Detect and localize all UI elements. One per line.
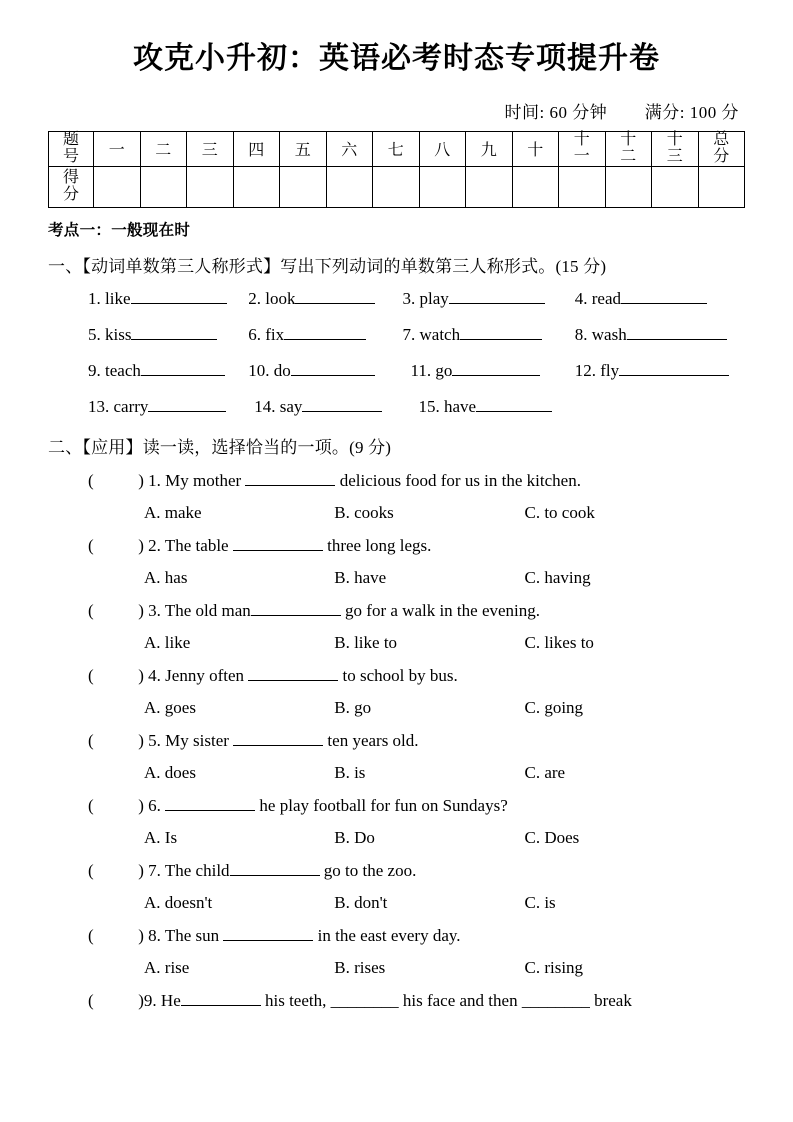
option-line (88, 893, 745, 913)
score-col-12 (605, 131, 652, 166)
option-b[interactable]: B. go (334, 697, 372, 717)
option-line (88, 958, 745, 978)
option-a[interactable]: A. doesn't (144, 892, 213, 912)
score-col-9: 九 (466, 131, 513, 166)
answer-paren[interactable]: ( (88, 860, 94, 880)
answer-blank[interactable] (181, 991, 261, 1006)
label-char-1: 题 (62, 130, 79, 148)
verb-number: 3. (402, 288, 416, 308)
question-line (88, 471, 745, 491)
answer-blank[interactable] (619, 361, 729, 376)
question-text-pre: The table (164, 535, 229, 555)
question-line (88, 536, 745, 556)
verb-word: fix (265, 324, 285, 344)
score-col-6: 六 (326, 131, 373, 166)
option-line (88, 568, 745, 588)
score-col-8: 八 (419, 131, 466, 166)
option-a[interactable]: A. like (144, 632, 191, 652)
option-line (88, 828, 745, 848)
score-col-2: 二 (140, 131, 187, 166)
score-col-4: 四 (233, 131, 280, 166)
option-a[interactable]: A. does (144, 762, 196, 782)
verb-item (575, 361, 729, 381)
question-text-pre: My sister (165, 730, 229, 750)
question-line (88, 991, 745, 1011)
col-total-char-2: 分 (713, 147, 730, 165)
exam-meta (48, 98, 739, 123)
exam-time: 时间: 60 分钟 (504, 102, 608, 122)
answer-blank[interactable] (165, 796, 255, 811)
option-a[interactable]: A. make (144, 502, 202, 522)
score-value-5[interactable] (280, 166, 327, 207)
verb-row (88, 289, 745, 309)
question-text-pre: The old man (164, 600, 251, 620)
verb-word: go (435, 360, 453, 380)
exam-total-score: 满分: 100 分 (644, 102, 739, 122)
option-a[interactable]: A. Is (144, 827, 178, 847)
score-table (48, 131, 745, 208)
verb-number: 2. (248, 288, 261, 308)
option-a[interactable]: A. has (144, 567, 188, 587)
verb-row (88, 361, 745, 381)
score-value-9[interactable] (466, 166, 513, 207)
score-col-10: 十 (512, 131, 559, 166)
score-value-11[interactable] (559, 166, 606, 207)
option-b[interactable]: B. cooks (334, 502, 394, 522)
col-11-char-1: 十 (573, 130, 590, 148)
question-number: ) 2. (138, 535, 161, 555)
verb-number: 14. (254, 396, 276, 416)
option-b[interactable]: B. like to (334, 632, 398, 652)
col-total-char-1: 总 (713, 130, 730, 148)
question-number: ) 6. (138, 795, 161, 815)
col-12-char-1: 十 (620, 130, 637, 148)
verb-item (88, 325, 244, 345)
score-value-8[interactable] (419, 166, 466, 207)
verb-item (88, 361, 244, 381)
answer-paren[interactable]: ( (88, 470, 94, 490)
verb-word: watch (419, 324, 461, 344)
question-text-post: to school by bus. (342, 665, 458, 685)
answer-blank[interactable] (295, 289, 375, 304)
option-c[interactable]: C. rising (524, 957, 584, 977)
verb-number: 1. (88, 288, 101, 308)
verb-item (411, 361, 571, 381)
page-title: 攻克小升初：英语必考时态专项提升卷 (133, 41, 660, 76)
question-line (88, 796, 745, 816)
question-text-post: delicious food for us in the kitchen. (339, 470, 581, 490)
section-1-heading: 一、【动词单数第三人称形式】写出下列动词的单数第三人称形式。(15 分) (48, 256, 607, 276)
answer-blank[interactable] (233, 536, 323, 551)
section-2-heading: 二、【应用】读一读，选择恰当的一项。(9 分) (48, 437, 392, 457)
question-line (88, 731, 745, 751)
verb-word: carry (113, 396, 149, 416)
verb-word: teach (105, 360, 141, 380)
answer-blank[interactable] (148, 397, 226, 412)
verb-number: 15. (418, 396, 440, 416)
question-line (88, 861, 745, 881)
verb-word: look (265, 288, 296, 308)
option-line (88, 698, 745, 718)
answer-blank[interactable] (460, 325, 542, 340)
answer-paren[interactable]: ( (88, 600, 94, 620)
answer-blank[interactable] (452, 361, 540, 376)
verb-item (248, 361, 406, 381)
score-value-4[interactable] (233, 166, 280, 207)
score-value-1[interactable] (94, 166, 141, 207)
verb-item (419, 397, 553, 417)
option-line (88, 633, 745, 653)
answer-blank[interactable] (251, 601, 341, 616)
score-table-row-label-score (49, 166, 94, 207)
answer-blank[interactable] (245, 471, 335, 486)
verb-word: kiss (105, 324, 132, 344)
col-11-char-2: 一 (573, 147, 590, 165)
score-col-7: 七 (373, 131, 420, 166)
verb-number: 4. (574, 288, 588, 308)
answer-blank[interactable] (141, 361, 225, 376)
answer-blank[interactable] (284, 325, 366, 340)
score-value-13[interactable] (652, 166, 699, 207)
score-col-5: 五 (280, 131, 327, 166)
option-line (88, 763, 745, 783)
verb-item (248, 289, 398, 309)
question-text-pre: My mother (165, 470, 242, 490)
answer-paren[interactable]: ( (88, 730, 94, 750)
option-line (88, 503, 745, 523)
option-c[interactable]: C. likes to (524, 632, 594, 652)
option-c[interactable]: C. is (524, 892, 556, 912)
verb-number: 9. (88, 360, 101, 380)
score-col-11 (559, 131, 606, 166)
score-label-char-1: 得 (62, 168, 79, 186)
option-b[interactable]: B. is (334, 762, 366, 782)
score-col-1: 一 (94, 131, 141, 166)
score-value-2[interactable] (140, 166, 187, 207)
option-a[interactable]: A. rise (144, 957, 190, 977)
answer-blank[interactable] (230, 861, 320, 876)
col-13-char-1: 十 (666, 130, 683, 148)
answer-paren[interactable]: ( (88, 795, 94, 815)
option-a[interactable]: A. goes (144, 697, 196, 717)
score-value-7[interactable] (373, 166, 420, 207)
question-text-post: his teeth, ________ his face and then ________ break (265, 990, 632, 1010)
option-b[interactable]: B. Do (334, 827, 375, 847)
score-value-3[interactable] (187, 166, 234, 207)
verb-row (88, 325, 745, 345)
answer-paren[interactable]: ( (88, 665, 94, 685)
question-line (88, 601, 745, 621)
question-number: )9. (138, 990, 157, 1010)
question-text-pre: The sun (164, 925, 220, 945)
score-value-total[interactable] (698, 166, 745, 207)
option-c[interactable]: C. having (524, 567, 591, 587)
question-text-post: in the east every day. (317, 925, 461, 945)
verb-number: 8. (574, 324, 588, 344)
verb-item (88, 397, 250, 417)
score-value-6[interactable] (326, 166, 373, 207)
answer-blank[interactable] (248, 666, 338, 681)
verb-number: 10. (248, 360, 270, 380)
verb-number: 6. (248, 324, 261, 344)
verb-exercise-list (48, 289, 745, 417)
option-b[interactable]: B. don't (334, 892, 388, 912)
question-number: ) 8. (138, 925, 161, 945)
verb-item (248, 325, 398, 345)
answer-blank[interactable] (449, 289, 545, 304)
answer-blank[interactable] (233, 731, 323, 746)
question-text-pre: Jenny often (165, 665, 245, 685)
verb-item (403, 325, 571, 345)
question-line (88, 666, 745, 686)
answer-blank[interactable] (223, 926, 313, 941)
verb-item (575, 325, 727, 345)
verb-item (88, 289, 244, 309)
answer-paren[interactable]: ( (88, 990, 94, 1010)
answer-blank[interactable] (621, 289, 707, 304)
score-table-row-label-number (49, 131, 94, 166)
verb-item (575, 289, 707, 309)
answer-blank[interactable] (291, 361, 375, 376)
question-text-post: he play football for fun on Sundays? (259, 795, 508, 815)
question-line (88, 926, 745, 946)
verb-word: fly (600, 360, 620, 380)
answer-paren[interactable]: ( (88, 925, 94, 945)
label-char-2: 号 (62, 147, 79, 165)
verb-number: 12. (574, 360, 596, 380)
score-table-header-row (49, 131, 745, 166)
verb-word: play (419, 288, 449, 308)
exam-point-heading: 考点一：一般现在时 (48, 220, 191, 239)
question-number: ) 4. (138, 665, 161, 685)
col-12-char-2: 二 (620, 147, 637, 165)
verb-word: say (279, 396, 303, 416)
question-number: ) 7. (138, 860, 161, 880)
question-number: ) 5. (138, 730, 161, 750)
verb-word: like (105, 288, 131, 308)
score-value-10[interactable] (512, 166, 559, 207)
verb-row (88, 397, 745, 417)
answer-blank[interactable] (302, 397, 382, 412)
option-b[interactable]: B. rises (334, 957, 386, 977)
question-text-post: three long legs. (327, 535, 432, 555)
verb-number: 5. (88, 324, 101, 344)
score-label-char-2: 分 (62, 185, 79, 203)
answer-blank[interactable] (131, 325, 217, 340)
verb-item (403, 289, 571, 309)
verb-word: read (591, 288, 622, 308)
score-col-3: 三 (187, 131, 234, 166)
question-number: ) 1. (138, 470, 161, 490)
score-col-total (698, 131, 745, 166)
option-c[interactable]: C. going (524, 697, 584, 717)
verb-number: 13. (88, 396, 110, 416)
option-b[interactable]: B. have (334, 567, 387, 587)
option-c[interactable]: C. to cook (524, 502, 595, 522)
score-table-value-row (49, 166, 745, 207)
question-text-post: go for a walk in the evening. (345, 600, 541, 620)
score-value-12[interactable] (605, 166, 652, 207)
answer-blank[interactable] (476, 397, 552, 412)
question-text-pre: He (160, 990, 181, 1010)
verb-word: wash (591, 324, 627, 344)
answer-blank[interactable] (131, 289, 227, 304)
verb-word: do (273, 360, 291, 380)
answer-blank[interactable] (627, 325, 727, 340)
question-number: ) 3. (138, 600, 161, 620)
verb-item (254, 397, 414, 417)
score-col-13 (652, 131, 699, 166)
col-13-char-2: 三 (666, 147, 683, 165)
answer-paren[interactable]: ( (88, 535, 94, 555)
verb-number: 11. (410, 360, 432, 380)
question-text-post: ten years old. (327, 730, 419, 750)
verb-word: have (444, 396, 477, 416)
multiple-choice-list (48, 471, 745, 1011)
question-text-post: go to the zoo. (323, 860, 417, 880)
option-c[interactable]: C. are (524, 762, 566, 782)
verb-number: 7. (402, 324, 416, 344)
question-text-pre: The child (164, 860, 230, 880)
option-c[interactable]: C. Does (524, 827, 580, 847)
